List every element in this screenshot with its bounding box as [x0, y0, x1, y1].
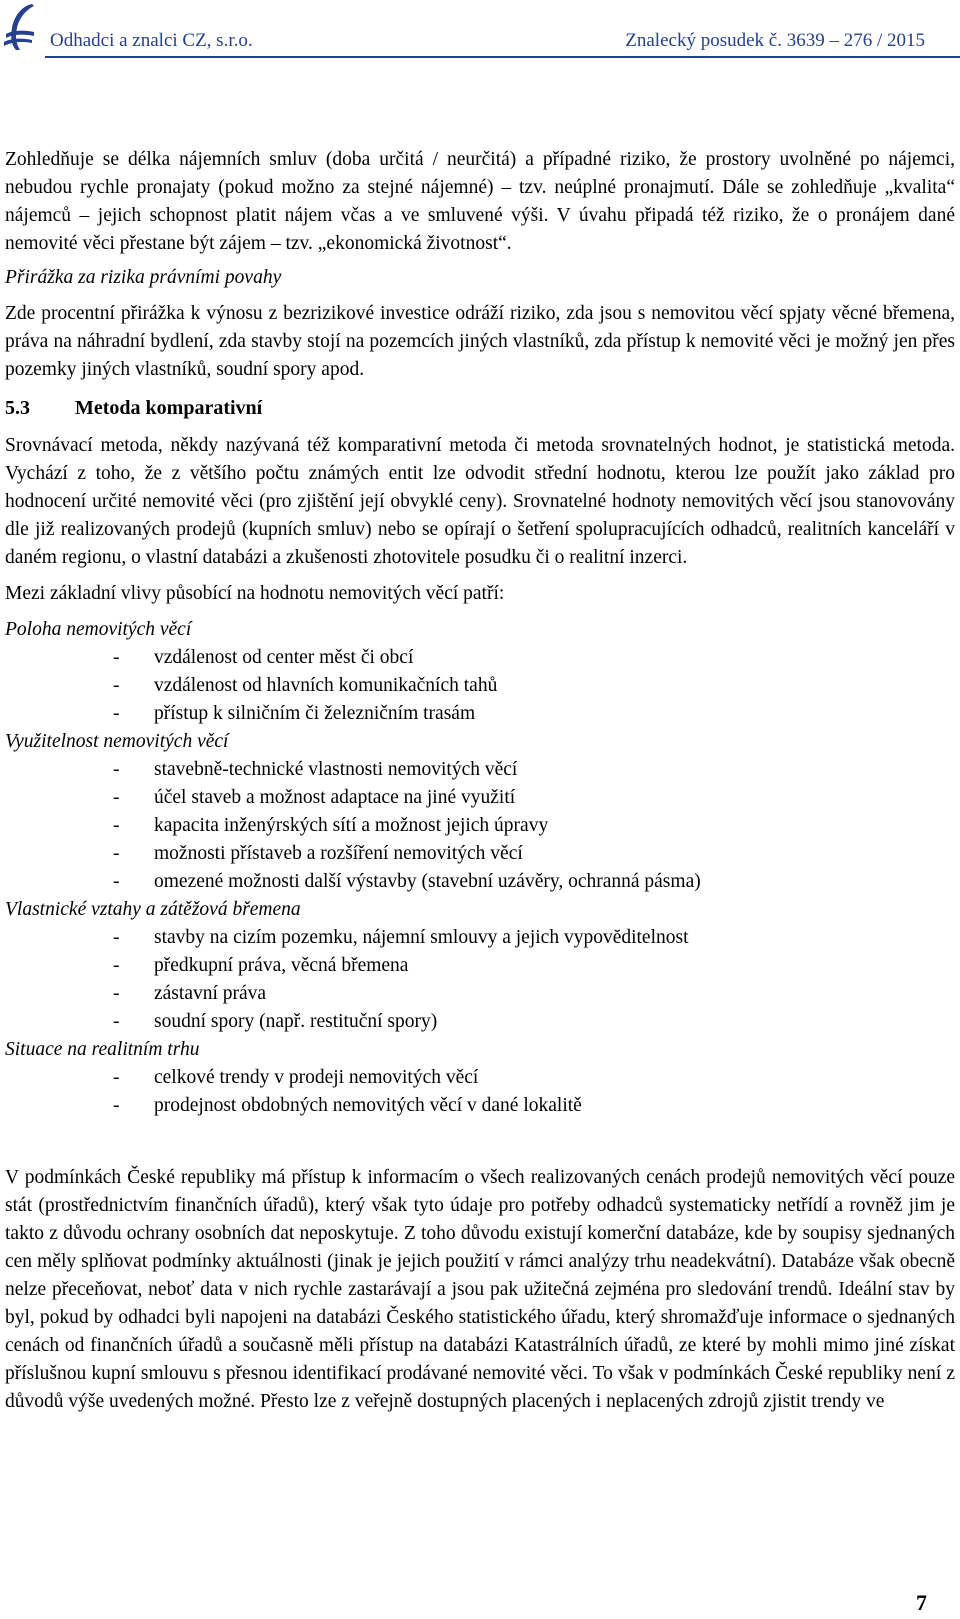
group-list	[5, 1064, 955, 1120]
closing-paragraph: V podmínkách České republiky má přístup k informacím o všech realizovaných cenách prodejů nemovitých věcí pouze stát (prostřednictvím finančních úřadů), který však tyto údaje pro potřeby odhadců systematicky netřídí a rovněž jim je takto z důvodu ochrany osobních dat neposkytuje. Z toho důvodu existují komerční databáze, kde by soupisy sjednaných cen měly splňovat podmínky aktuálnosti (jinak je jejich použití v rámci analýzy trhu neadekvátní). Databáze však obecně nelze přeceňovat, neboť data v nich rychle zastarávají a jsou pak užitečná zejména pro sledování trendů. Ideální stav by byl, pokud by odhadci byli napojeni na databázi Českého statistického úřadu, který shromažďuje informace o sjednaných cenách od finančních úřadů a současně měli přístup na databázi Katastrálních úřadů, ze které by mohli mimo jiné získat příslušnou kupní smlouvu s přesnou identifikací prodávané nemovité věci. To však v podmínkách České republiky není z důvodů výše uvedených možné. Přesto lze z veřejně dostupných placených i neplacených zdrojů zjistit trendy ve	[5, 1167, 955, 1412]
group-list	[5, 756, 955, 896]
list-item: - vzdálenost od center měst či obcí	[113, 647, 414, 668]
list-item: - vzdálenost od hlavních komunikačních tahů	[113, 675, 498, 696]
section-paragraph: Srovnávací metoda, někdy nazývaná též komparativní metoda či metoda srovnatelných hodnot, je statistická metoda. Vychází z toho, že z většího počtu známých entit lze odvodit střední hodnotu, kterou lze použít jako základ pro hodnocení určité nemovité věci (pro zjištění její obvyklé ceny). Srovnatelné hodnoty nemovitých věcí jsou stanovovány dle již realizovaných prodejů (kupních smluv) nebo se opírají o šetření spolupracujících odhadců, realitních kanceláří v daném regionu, o vlastní databázi a zkušenosti zhotovitele posudku či o realitní inzerci.	[5, 435, 955, 568]
list-item: - prodejnost obdobných nemovitých věcí v dané lokalitě	[113, 1095, 582, 1116]
section-title: Metoda komparativní	[75, 397, 263, 419]
legal-risk-title: Přirážka za rizika právními povahy	[5, 267, 282, 288]
group-list	[5, 644, 955, 728]
list-item: - omezené možnosti další výstavby (stavební uzávěry, ochranná pásma)	[113, 871, 701, 892]
intro-paragraph: Zohledňuje se délka nájemních smluv (doba určitá / neurčitá) a případné riziko, že prostory uvolněné po nájemci, nebudou rychle pronajaty (pokud možno za stejné nájemné) – tzv. neúplné pronajmutí. Dále se zohledňuje „kvalita“ nájemců – jejich schopnost platit nájem včas a ve smluvené výši. V úvahu připadá též riziko, že o pronájem dané nemovité věci přestane být zájem – tzv. „ekonomická životnost“.	[5, 149, 955, 254]
header-rule	[45, 56, 960, 58]
page-header	[0, 0, 960, 58]
report-number: Znalecký posudek č. 3639 – 276 / 2015	[625, 30, 925, 51]
list-item: - kapacita inženýrských sítí a možnost jejich úpravy	[113, 815, 549, 836]
group-title: Poloha nemovitých věcí	[5, 619, 192, 640]
list-item: - zástavní práva	[113, 983, 267, 1004]
legal-risk-text: Zde procentní přirážka k výnosu z bezrizikové investice odráží riziko, zda jsou s nemovitou věcí spjaty věcné břemena, práva na náhradní bydlení, zda stavby stojí na pozemcích jiných vlastníků, zda přístup k nemovité věci je možný jen přes pozemky jiných vlastníků, soudní spory apod.	[5, 303, 955, 380]
group-list	[5, 924, 955, 1036]
list-item: - přístup k silničním či železničním trasám	[113, 703, 476, 724]
document-body	[5, 146, 955, 1416]
list-item: - stavebně-technické vlastnosti nemovitých věcí	[113, 759, 518, 780]
spacer	[5, 1120, 955, 1164]
influences-intro: Mezi základní vlivy působící na hodnotu nemovitých věcí patří:	[5, 583, 505, 604]
company-logo-icon	[2, 2, 38, 52]
list-item: - celkové trendy v prodeji nemovitých věcí	[113, 1067, 479, 1088]
group-title: Vlastnické vztahy a zátěžová břemena	[5, 899, 301, 920]
company-name: Odhadci a znalci CZ, s.r.o.	[50, 30, 253, 51]
list-item: - předkupní práva, věcná břemena	[113, 955, 409, 976]
list-item: - možnosti přístaveb a rozšíření nemovitých věcí	[113, 843, 523, 864]
group-title: Využitelnost nemovitých věcí	[5, 731, 229, 752]
group-title: Situace na realitním trhu	[5, 1039, 200, 1060]
section-number: 5.3	[5, 397, 30, 419]
list-item: - soudní spory (např. restituční spory)	[113, 1011, 438, 1032]
page-number: 7	[916, 1590, 927, 1615]
section-heading	[5, 394, 955, 422]
list-item: - účel staveb a možnost adaptace na jiné využití	[113, 787, 516, 808]
list-item: - stavby na cizím pozemku, nájemní smlouvy a jejich vypovĕditelnost	[113, 927, 689, 948]
